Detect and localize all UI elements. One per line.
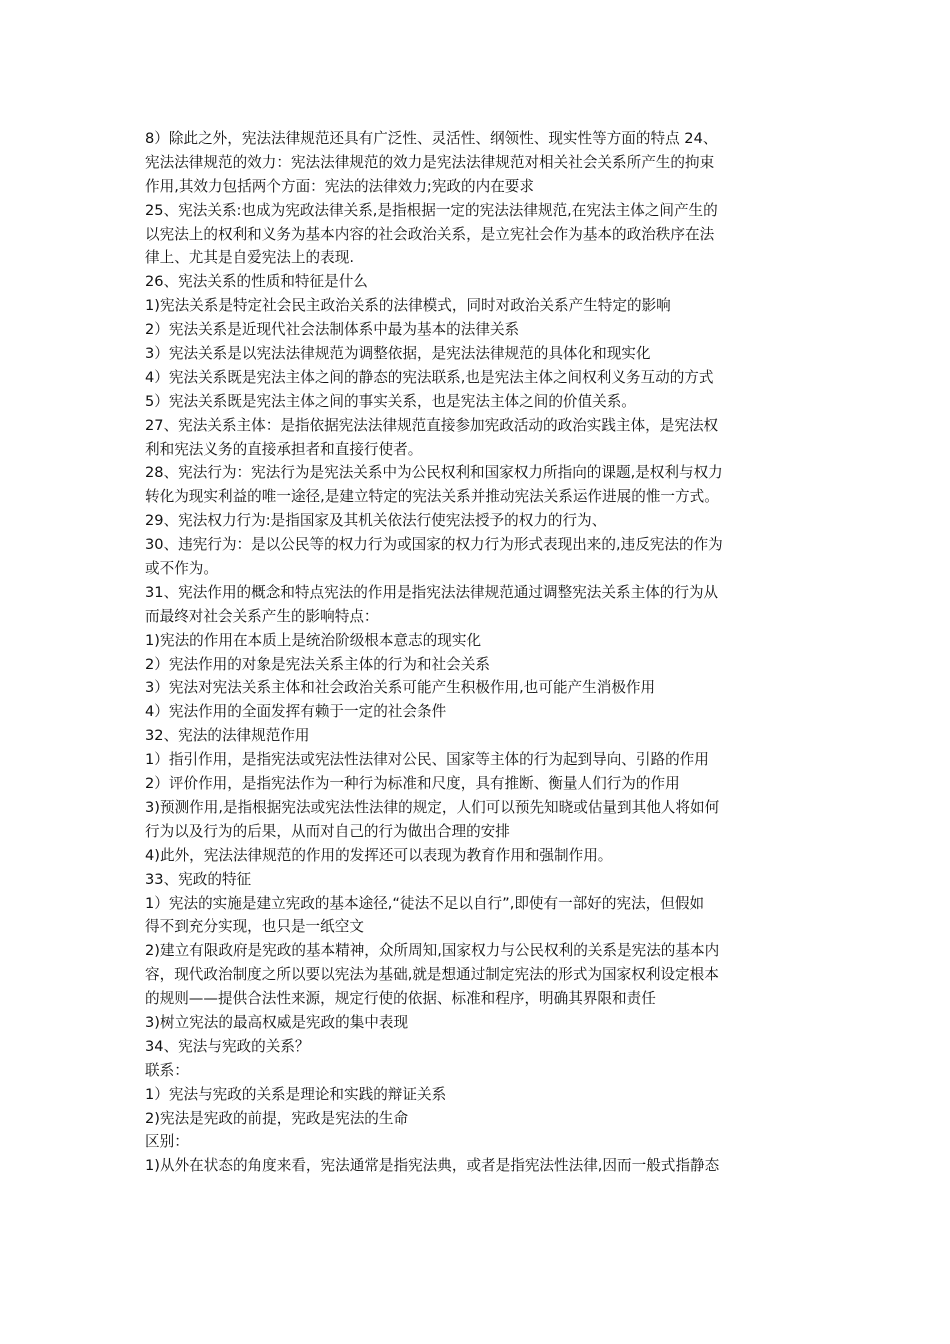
text-line: 1)宪法关系是特定社会民主政治关系的法律模式，同时对政治关系产生特定的影响 [145, 297, 671, 315]
text-line: 1）宪法的实施是建立宪政的基本途径,“徒法不足以自行”,即使有一部好的宪法，但假如 [145, 894, 705, 912]
section-heading: 33、宪政的特征 [145, 870, 252, 888]
text-line: 5）宪法关系既是宪法主体之间的事实关系，也是宪法主体之间的价值关系。 [145, 392, 636, 410]
text-line: 28、宪法行为：宪法行为是宪法关系中为公民权利和国家权力所指向的课题,是权利与权力 [145, 464, 723, 482]
text-line: 2）宪法关系是近现代社会法制体系中最为基本的法律关系 [145, 321, 520, 339]
text-line: 25、宪法关系:也成为宪政法律关系,是指根据一定的宪法法律规范,在宪法主体之间产生的 [145, 201, 718, 219]
text-line: 1)宪法的作用在本质上是统治阶级根本意志的现实化 [145, 631, 482, 649]
text-line: 而最终对社会关系产生的影响特点： [145, 607, 379, 625]
text-line: 2)建立有限政府是宪政的基本精神，众所周知,国家权力与公民权利的关系是宪法的基本内 [145, 942, 720, 960]
text-line: 3)预测作用,是指根据宪法或宪法性法律的规定，人们可以预先知晓或估量到其他人将如何 [145, 798, 720, 816]
text-line: 4）宪法关系既是宪法主体之间的静态的宪法联系,也是宪法主体之间权利义务互动的方式 [145, 368, 714, 386]
text-line: 联系： [145, 1061, 189, 1079]
document-body [145, 127, 811, 1178]
text-line: 以宪法上的权利和义务为基本内容的社会政治关系，是立宪社会作为基本的政治秩序在法 [145, 225, 715, 243]
text-line: 利和宪法义务的直接承担者和直接行使者。 [145, 440, 423, 458]
text-line: 2）宪法作用的对象是宪法关系主体的行为和社会关系 [145, 655, 490, 673]
text-line: 1)从外在状态的角度来看，宪法通常是指宪法典，或者是指宪法性法律,因而一般式指静态 [145, 1157, 720, 1175]
text-line: 容，现代政治制度之所以要以宪法为基础,就是想通过制定宪法的形式为国家权利设定根本 [145, 966, 719, 984]
text-line: 3）宪法对宪法关系主体和社会政治关系可能产生积极作用,也可能产生消极作用 [145, 679, 656, 697]
section-heading: 26、宪法关系的性质和特征是什么 [145, 273, 368, 291]
text-line: 3)树立宪法的最高权威是宪政的集中表现 [145, 1013, 409, 1031]
text-line: 8）除此之外，宪法法律规范还具有广泛性、灵活性、纲领性、现实性等方面的特点 24、 [145, 130, 718, 147]
text-line: 1）宪法与宪政的关系是理论和实践的辩证关系 [145, 1085, 447, 1103]
text-line: 宪法法律规范的效力：宪法法律规范的效力是宪法法律规范对相关社会关系所产生的拘束 [145, 153, 715, 171]
text-line: 1）指引作用，是指宪法或宪法性法律对公民、国家等主体的行为起到导向、引路的作用 [145, 751, 709, 769]
text-line: 转化为现实利益的唯一途径,是建立特定的宪法关系并推动宪法关系运作进展的惟一方式。 [145, 488, 719, 506]
text-line: 区别： [145, 1133, 189, 1151]
text-line: 行为以及行为的后果，从而对自己的行为做出合理的安排 [145, 822, 510, 840]
text-line: 得不到充分实现，也只是一纸空文 [145, 918, 364, 936]
text-line: 作用,其效力包括两个方面：宪法的法律效力;宪政的内在要求 [145, 177, 534, 195]
text-line: 或不作为。 [145, 560, 218, 578]
section-heading: 34、宪法与宪政的关系？ [145, 1037, 310, 1055]
text-line: 4)此外，宪法法律规范的作用的发挥还可以表现为教育作用和强制作用。 [145, 846, 613, 864]
text-line: 3）宪法关系是以宪法法律规范为调整依据，是宪法法律规范的具体化和现实化 [145, 345, 651, 363]
text-line: 的规则——提供合法性来源，规定行使的依据、标准和程序，明确其界限和责任 [145, 990, 656, 1008]
text-line: 2)宪法是宪政的前提，宪政是宪法的生命 [145, 1109, 409, 1127]
text-line: 31、宪法作用的概念和特点宪法的作用是指宪法法律规范通过调整宪法关系主体的行为从 [145, 583, 719, 601]
section-heading: 32、宪法的法律规范作用 [145, 727, 310, 745]
text-line: 27、宪法关系主体：是指依据宪法法律规范直接参加宪政活动的政治实践主体，是宪法权 [145, 416, 719, 434]
text-line: 29、宪法权力行为:是指国家及其机关依法行使宪法授予的权力的行为、 [145, 512, 607, 530]
text-line: 律上、尤其是自爱宪法上的表现. [145, 249, 354, 267]
text-line: 2）评价作用，是指宪法作为一种行为标准和尺度，具有推断、衡量人们行为的作用 [145, 775, 680, 793]
text-line: 4）宪法作用的全面发挥有赖于一定的社会条件 [145, 703, 447, 721]
text-line: 30、违宪行为：是以公民等的权力行为或国家的权力行为形式表现出来的,违反宪法的作为 [145, 536, 723, 554]
